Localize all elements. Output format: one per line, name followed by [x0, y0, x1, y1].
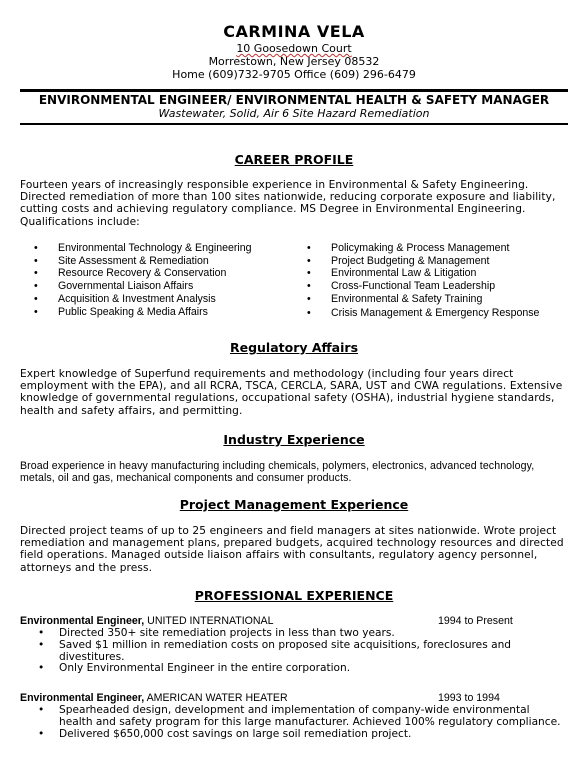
qualifications-right-list: [307, 242, 539, 319]
industry-experience-text: Broad experience in heavy manufacturing including chemicals, polymers, electronics, advanced technology, metals, oil and gas, mechanical components and consumer products.: [20, 460, 535, 485]
headline-title: ENVIRONMENTAL ENGINEER/ ENVIRONMENTAL HEALTH & SAFETY MANAGER: [38, 93, 550, 107]
job-company: AMERICAN WATER HEATER: [144, 692, 288, 704]
qualification-item: • Resource Recovery & Conservation: [34, 267, 252, 280]
job-header: [20, 692, 565, 704]
phone-line: Home (609)732-9705 Office (609) 296-6479: [172, 68, 416, 81]
job-bullets: [38, 628, 564, 675]
qualification-item: • Environmental Law & Litigation: [307, 267, 539, 280]
qualification-item: • Policymaking & Process Management: [307, 242, 539, 255]
regulatory-affairs-text: Expert knowledge of Superfund requirements and methodology (including four years direct employment with the EPA), and all RCRA, TSCA, CERCLA, SARA, UST and CWA regulations. Extensive knowledge of governmental regulations, occupational safety (OSHA), industrial hygiene standards, health and safety affairs, and permitting.: [20, 368, 563, 417]
professional-experience-heading: PROFESSIONAL EXPERIENCE: [194, 588, 394, 603]
city-line: [0, 55, 588, 68]
qualification-item: • Environmental Technology & Engineering: [34, 242, 252, 255]
project-management-heading: Project Management Experience: [179, 497, 409, 512]
job-bullet: • Saved $1 million in remediation costs on proposed site acquisitions, foreclosures and divestitures.: [38, 640, 564, 664]
industry-experience-heading: Industry Experience: [223, 432, 365, 447]
qualification-item: • Public Speaking & Media Affairs: [34, 306, 252, 319]
candidate-name: CARMINA VELA: [223, 22, 365, 41]
address-line: [0, 42, 588, 55]
qualification-item: • Governmental Liaison Affairs: [34, 280, 252, 293]
qualification-item: • Acquisition & Investment Analysis: [34, 293, 252, 306]
job-header: [20, 615, 565, 627]
job-bullet: • Directed 350+ site remediation projects in less than two years.: [38, 628, 564, 640]
career-profile-summary: Fourteen years of increasingly responsible experience in Environmental & Safety Engineering. Directed remediation of more than 100 sites nationwide, reducing corporate exposure and liability, cutting costs and achieving regulatory compliance. MS Degree in Environmental Engineering. Qualifications include:: [20, 179, 556, 228]
street-address: 10 Goosedown Court: [236, 42, 352, 55]
project-management-text: Directed project teams of up to 25 engineers and field managers at sites nationwide. Wrote project remediation and management plans, prepared budgets, acquired technology resources and directed field operations. Managed outside liaison affairs with consultants, regulatory agency personnel, attorneys and the press.: [20, 525, 564, 574]
qualification-item: • Environmental & Safety Training: [307, 293, 539, 306]
qualification-item: • Crisis Management & Emergency Response: [307, 307, 539, 320]
job-dates: 1994 to Present: [438, 615, 513, 627]
job-dates: 1993 to 1994: [438, 692, 500, 704]
qualification-item: • Cross-Functional Team Leadership: [307, 280, 539, 293]
job-bullet: • Only Environmental Engineer in the entire corporation.: [38, 663, 564, 675]
headline-subtitle: Wastewater, Solid, Air 6 Site Hazard Remediation: [158, 107, 430, 120]
regulatory-affairs-heading: Regulatory Affairs: [229, 340, 359, 355]
job-company: UNITED INTERNATIONAL: [144, 615, 274, 627]
qualifications-left-list: [34, 242, 252, 318]
job-title: Environmental Engineer,: [20, 615, 145, 627]
header-divider-bottom: [20, 123, 568, 125]
job-bullet: • Spearheaded design, development and implementation of company-wide environmental health and safety program for this large manufacturer. Achieved 100% regulatory compliance.: [38, 705, 564, 729]
qualification-item: • Site Assessment & Remediation: [34, 255, 252, 268]
career-profile-heading: CAREER PROFILE: [234, 152, 354, 167]
job-bullets: [38, 705, 564, 740]
job-bullet: • Delivered $650,000 cost savings on large soil remediation project.: [38, 729, 564, 741]
job-title: Environmental Engineer,: [20, 692, 145, 704]
city-state-zip: Morrestown, New Jersey 08532: [208, 55, 380, 68]
qualification-item: • Project Budgeting & Management: [307, 255, 539, 268]
header-divider-top: [20, 89, 568, 92]
